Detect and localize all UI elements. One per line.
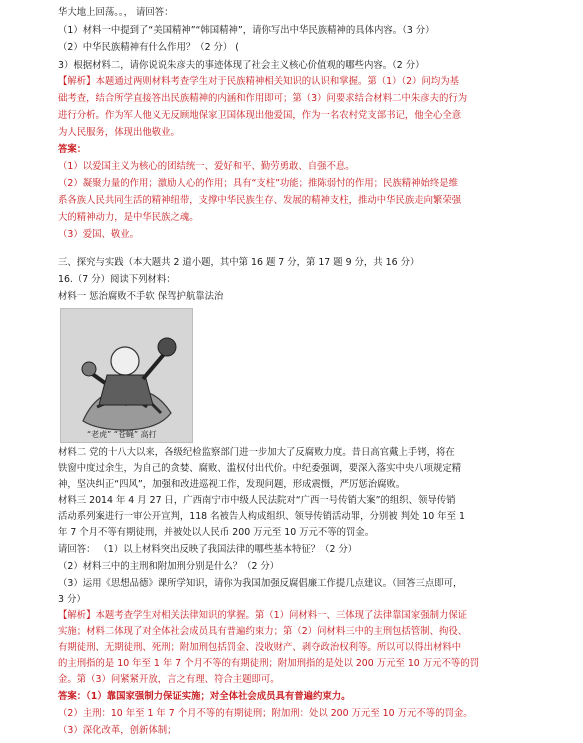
section-heading: 三、探究与实践（本大题共 2 道小题，其中第 16 题 7 分，第 17 题 9 分，共 16 分）	[58, 257, 420, 268]
analysis-line: 为人民服务，体现出他敬业。	[58, 127, 180, 138]
analysis-line: 金。第（3）问紧紧开放，言之有理、符合主题即可。	[58, 674, 280, 685]
material-line: 神，坚决纠正“四风”，加强和改进巡视工作，发现问题，形成震慑，严厉惩治腐败。	[58, 479, 406, 490]
analysis-line: 【解析】本题通过两则材料考查学生对于民族精神相关知识的认识和掌握。第（1）（2）问均为基	[58, 76, 459, 87]
question-line: 3 分）	[58, 594, 86, 605]
question-line: 3）根据材料二，请你说说朱彦夫的事迹体现了社会主义核心价值观的哪些内容。（2 分）	[58, 60, 425, 71]
material-line: 铁窗中度过余生，为自己的贪婪、腐败、滥权付出代价。中纪委强调，要深入落实中央八项规定精	[58, 463, 462, 474]
analysis-line: 进行分析。作为军人他义无反顾地保家卫国体现出他爱国，作为一名农村党支部书记，他全心全意	[58, 110, 462, 121]
material-line: 材料三 2014 年 4 月 27 日，广西南宁市中级人民法院对“广西一号传销大案”的组织、领导传销	[58, 495, 456, 506]
answer-line: 大的精神动力，是中华民族之魂。	[58, 212, 199, 223]
text-line: 华大地上回荡。。， 请回答：	[58, 7, 174, 18]
cartoon-drawing	[61, 309, 192, 442]
question-number: 16.（7 分）阅读下列材料：	[58, 274, 176, 285]
answer-line: （3）爱国、敬业。	[58, 229, 139, 240]
question-line: 请回答： （1）以上材料突出反映了我国法律的哪些基本特征？（2 分）	[58, 544, 358, 555]
material-line: 材料二 党的十八大以来，各级纪检监察部门进一步加大了反腐败力度。昔日高官戴上手铐，将在	[58, 447, 455, 458]
answer-line: （2）主刑：10 年至 1 年 7 个月不等的有期徒刑；附加刑：处以 200 万元至 10 万元不等的罚金。	[58, 708, 473, 719]
material-line: 材料一 惩治腐败不手软 保驾护航靠法治	[58, 291, 224, 302]
answer-line: 答案：（1）靠国家强制力保证实施；对全体社会成员具有普遍约束力。	[58, 691, 351, 702]
analysis-line: 的主刑指的是 10 年至 1 年 7 个月不等的有期徒刑；附加刑指的是处以 200 万元至 10 万元不等的罚	[58, 658, 479, 669]
analysis-line: 【解析】本题考查学生对相关法律知识的掌握。第（1）问材料一、三体现了法律靠国家强制力保证	[58, 610, 468, 621]
answer-line: （2）凝聚力量的作用；激励人心的作用；具有“支柱”功能；推陈弱忖的作用；民族精神始终是维	[58, 178, 459, 189]
answer-heading: 答案：	[58, 144, 87, 155]
cartoon-illustration	[60, 308, 193, 443]
analysis-line: 础考查，结合所学直接答出民族精神的内涵和作用即可；第（3）问要求结合材料二中朱彦夫的行为	[58, 93, 468, 104]
question-line: （2）材料三中的主刑和附加刑分别是什么？（2 分）	[58, 561, 280, 572]
cartoon-caption: “老虎” “苍蝇” 高打	[87, 430, 157, 439]
material-line: 活动系列案进行一审公开宣判，118 名被告人构成组织、领导传销活动罪，分别被 判处 10 年至 1	[58, 511, 465, 522]
answer-line: 系各族人民共同生活的精神纽带，支撑中华民族生存、发展的精神支柱，推动中华民族走向繁荣强	[58, 195, 462, 206]
answer-line: （1）以爱国主义为核心的团结统一、爱好和平、勤劳勇敢、自强不息。	[58, 161, 355, 172]
analysis-line: 实施；材料二体现了对全体社会成员具有普遍约束力；第（2）问材料三中的主刑包括管制、拘役、	[58, 626, 468, 637]
material-line: 年 7 个月不等有期徒刑，并被处以人民币 200 万元至 10 万元不等的罚金。	[58, 527, 375, 538]
answer-line: （3）深化改革，创新体制；	[58, 725, 177, 736]
question-line: （2）中华民族精神有什么作用？（2 分） (	[58, 42, 239, 53]
analysis-line: 有期徒刑、无期徒刑、死刑；附加刑包括罚金、没收财产、剥夺政治权利等。所以可以得出材料中	[58, 642, 462, 653]
question-line: （3）运用《思想品德》课所学知识，请你为我国加强反腐倡廉工作提几点建议。（回答三点即可，	[58, 578, 463, 589]
question-line: （1）材料一中提到了“美国精神”“韩国精神”，请你写出中华民族精神的具体内容。（3 分）	[58, 25, 435, 36]
